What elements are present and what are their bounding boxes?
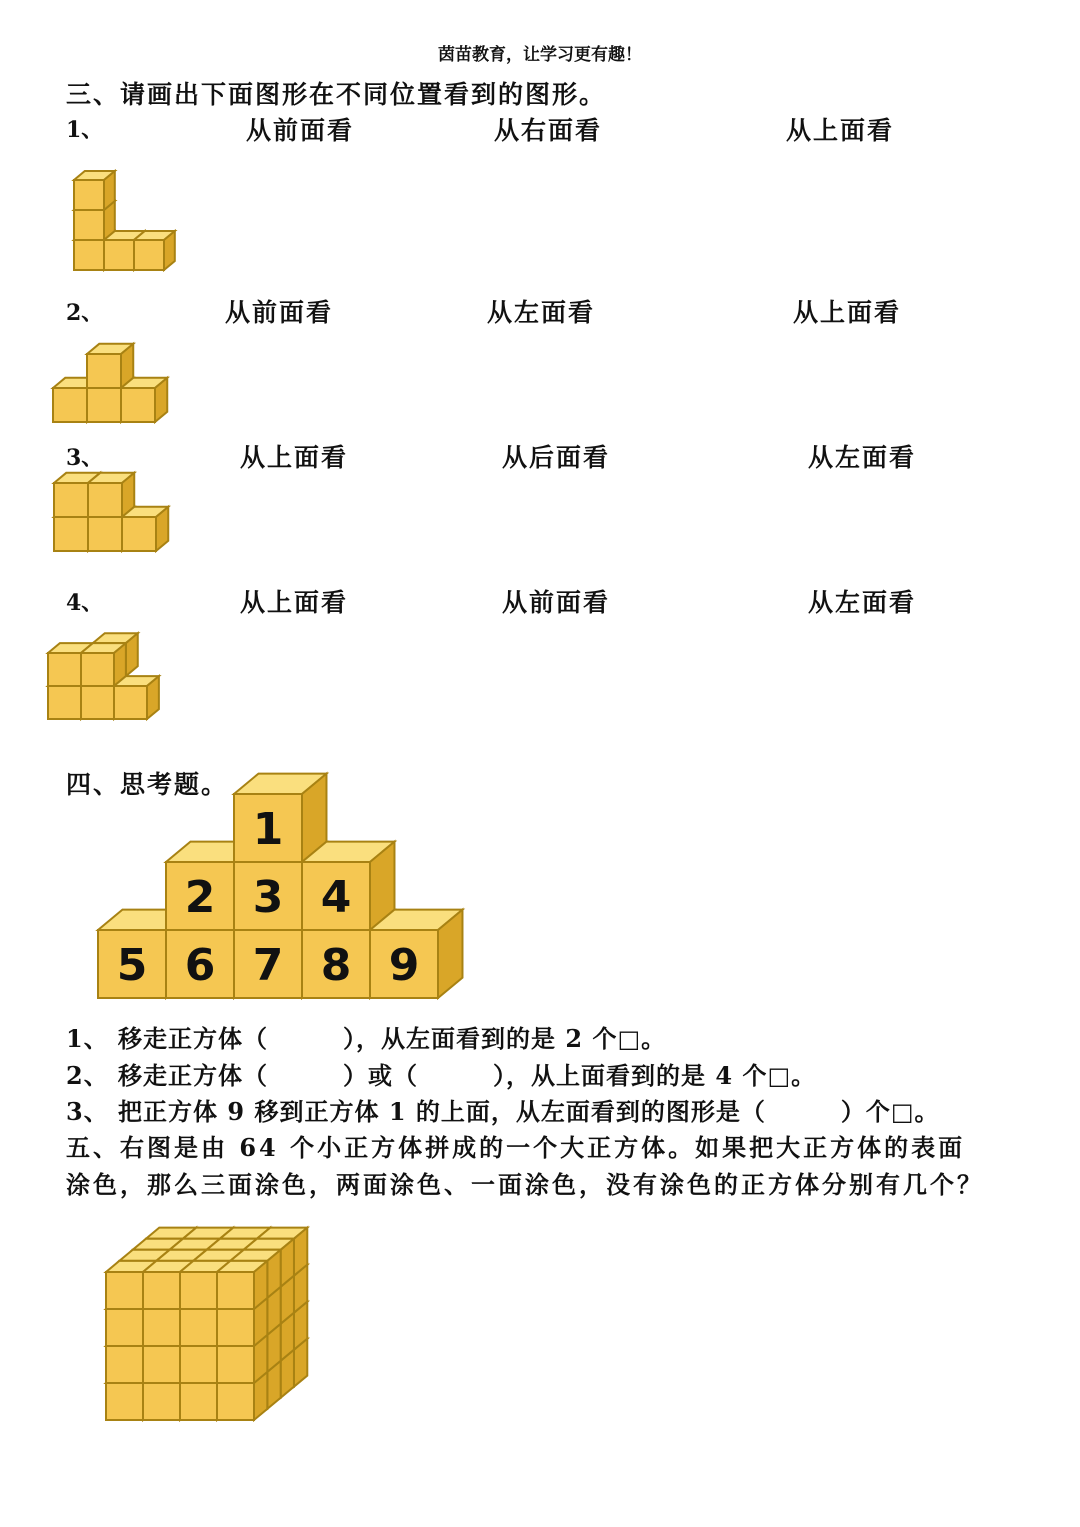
section3-title: 三、请画出下面图形在不同位置看到的图形。	[66, 80, 607, 109]
cube-front	[143, 1346, 180, 1383]
section5-line-2: 涂色，那么三面涂色，两面涂色、一面涂色，没有涂色的正方体分别有几个？	[66, 1170, 984, 1199]
row3-view-1: 从上面看	[240, 443, 349, 472]
cube-front	[180, 1346, 217, 1383]
cube-number-6: 6	[184, 940, 216, 991]
cube-number-5: 5	[116, 940, 148, 991]
row1-view-1: 从前面看	[246, 116, 355, 145]
row3-view-2: 从后面看	[502, 443, 611, 472]
cube-number-1: 1	[252, 804, 284, 855]
cube-front	[217, 1383, 254, 1420]
cube-front	[217, 1309, 254, 1346]
section5-line-1: 五、右图是由 64 个小正方体拼成的一个大正方体。如果把大正方体的表面	[66, 1133, 966, 1162]
row4-view-2: 从前面看	[502, 588, 611, 617]
cube-front	[217, 1346, 254, 1383]
cube-front	[180, 1383, 217, 1420]
row3-view-3: 从左面看	[808, 443, 917, 472]
cube-front	[106, 1309, 143, 1346]
cube-front	[143, 1309, 180, 1346]
row1-number: 1、	[66, 117, 104, 143]
cube-front	[106, 1383, 143, 1420]
section4-title: 四、思考题。	[66, 770, 229, 799]
row2-number: 2、	[66, 300, 104, 326]
row2-view-1: 从前面看	[225, 298, 334, 327]
cube-number-7: 7	[252, 940, 284, 991]
row3-number: 3、	[66, 445, 104, 471]
cube-front	[143, 1383, 180, 1420]
row4-view-3: 从左面看	[808, 588, 917, 617]
cube-front	[180, 1272, 217, 1309]
cube-front	[106, 1272, 143, 1309]
cube-front	[143, 1272, 180, 1309]
cube-number-2: 2	[184, 872, 216, 923]
cube-front	[106, 1346, 143, 1383]
row1-view-2: 从右面看	[494, 116, 603, 145]
question-3: 3、 把正方体 9 移到正方体 1 的上面，从左面看到的图形是（ ）个□。	[66, 1097, 940, 1126]
cube-number-9: 9	[388, 940, 420, 991]
cube-front	[217, 1272, 254, 1309]
cube-front	[180, 1309, 217, 1346]
question-2: 2、 移走正方体（ ）或（ ），从上面看到的是 4 个□。	[66, 1061, 817, 1090]
row1-view-3: 从上面看	[786, 116, 895, 145]
cube-number-3: 3	[252, 872, 284, 923]
big-cube-64	[0, 0, 312, 1424]
question-1: 1、 移走正方体（ ），从左面看到的是 2 个□。	[66, 1024, 667, 1053]
row4-view-1: 从上面看	[240, 588, 349, 617]
row2-view-2: 从左面看	[487, 298, 596, 327]
row2-view-3: 从上面看	[793, 298, 902, 327]
row4-number: 4、	[66, 590, 104, 616]
cube-number-8: 8	[320, 940, 352, 991]
cube-number-4: 4	[320, 872, 352, 923]
page-header: 茵苗教育，让学习更有趣！	[438, 45, 642, 65]
